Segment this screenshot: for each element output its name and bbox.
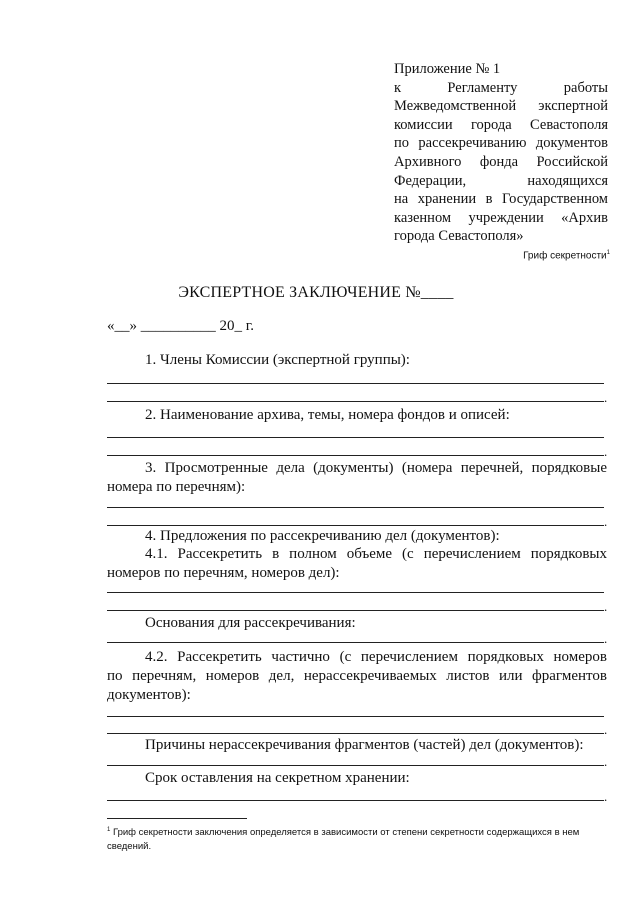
reasons-heading: Причины нерассекречивания фрагментов (частей) дел (документов): (145, 737, 584, 753)
fill-line[interactable] (107, 592, 604, 593)
fill-line[interactable] (107, 455, 604, 456)
footnote-number: 1 (107, 827, 111, 833)
section-4-2-heading: 4.2. Рассекретить частично (с перечислением порядковых номеров по перечням, номеров дел, нерассекречиваемых листов или фрагментов документов): (107, 649, 607, 703)
section-3-heading: 3. Просмотренные дела (документы) (номера перечней, порядковые номера по перечням): (107, 460, 607, 495)
appendix-line: комиссии города Севастополя (394, 116, 608, 133)
secrecy-stamp-text: Гриф секретности (523, 250, 607, 262)
appendix-line: Межведомственной экспертной (394, 98, 608, 115)
footnote-separator (107, 818, 247, 819)
fill-line[interactable] (107, 733, 604, 734)
fill-line[interactable] (107, 401, 604, 402)
fill-line[interactable] (107, 383, 604, 384)
fill-line[interactable] (107, 716, 604, 717)
term-heading: Срок оставления на секретном хранении: (145, 770, 410, 786)
end-mark: . (604, 390, 608, 405)
footnote-text: сведений. (107, 841, 152, 853)
fill-line[interactable] (107, 507, 604, 508)
end-mark: . (604, 444, 608, 459)
appendix-block (394, 60, 608, 246)
fill-line[interactable] (107, 610, 604, 611)
document-title: ЭКСПЕРТНОЕ ЗАКЛЮЧЕНИЕ №____ (178, 284, 454, 301)
appendix-line: на хранении в Государственном (394, 191, 608, 208)
footnote-text: Гриф секретности заключения определяется в зависимости от степени секретности содержащихся в нем (112, 827, 580, 839)
appendix-line: казенном учреждении «Архив (394, 209, 608, 226)
date-line: «__» __________ 20_ г. (107, 318, 254, 334)
section-4-1-heading: 4.1. Рассекретить в полном объеме (с перечислением порядковых номеров по перечням, номеров дел): (107, 546, 607, 581)
end-mark: . (604, 754, 608, 769)
end-mark: . (604, 599, 608, 614)
section-4-heading: 4. Предложения по рассекречиванию дел (документов): (145, 528, 500, 544)
appendix-line: Федерации, находящихся (394, 172, 608, 189)
appendix-line: к Регламенту работы (394, 79, 608, 96)
footnote-marker: 1 (606, 250, 610, 256)
end-mark: . (604, 514, 608, 529)
appendix-line: города Севастополя» (394, 228, 524, 245)
fill-line[interactable] (107, 800, 604, 801)
appendix-line: по рассекречиванию документов (394, 135, 608, 152)
fill-line[interactable] (107, 437, 604, 438)
fill-line[interactable] (107, 765, 604, 766)
section-2-heading: 2. Наименование архива, темы, номера фондов и описей: (145, 407, 510, 423)
end-mark: . (604, 722, 608, 737)
basis-heading: Основания для рассекречивания: (145, 615, 356, 631)
footnote (107, 823, 607, 854)
fill-line[interactable] (107, 642, 604, 643)
section-1-heading: 1. Члены Комиссии (экспертной группы): (145, 352, 410, 368)
secrecy-stamp (523, 250, 610, 261)
end-mark: . (604, 631, 608, 646)
appendix-line: Архивного фонда Российской (394, 153, 608, 170)
appendix-line: Приложение № 1 (394, 61, 501, 77)
end-mark: . (604, 789, 608, 804)
fill-line[interactable] (107, 525, 604, 526)
